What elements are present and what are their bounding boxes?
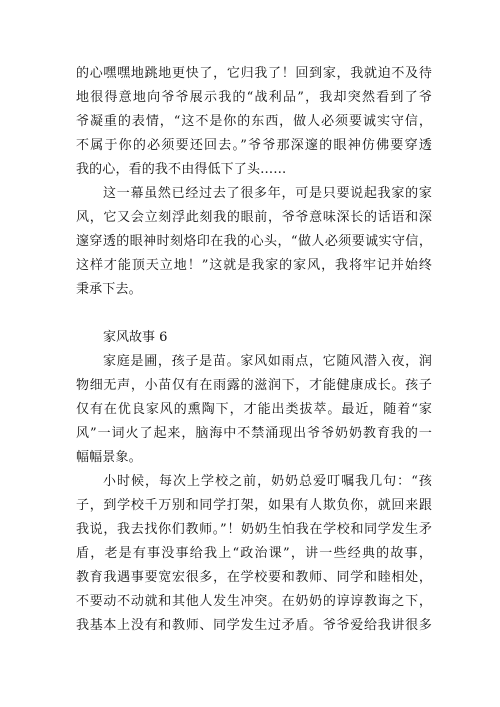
text-line: 子，到学校千万别和同学打架，如果有人欺负你，就回来跟 — [76, 498, 432, 513]
text-line: 地很得意地向爷爷展示我的“战利品”，我却突然看到了爷 — [76, 90, 432, 105]
text-line: 我说，我去找你们教师。”！奶奶生怕我在学校和同学发生矛 — [76, 522, 432, 537]
text-line: 幅幅景象。 — [76, 450, 142, 465]
text-line: 风”一词火了起来，脑海中不禁涌现出爷爷奶奶教育我的一 — [76, 426, 432, 441]
paragraph-first-line: 小时候，每次上学校之前，奶奶总爱叮嘱我几句：“孩 — [103, 474, 432, 489]
text-line: 盾，老是有事没事给我上“政治课”，讲一些经典的故事， — [76, 546, 432, 561]
text-line: 风，它又会立刻浮此刻我的眼前，爷爷意味深长的话语和深 — [76, 210, 432, 225]
text-line: 秉承下去。 — [76, 282, 142, 297]
text-line: 的心嘿嘿地跳地更快了，它归我了！回到家，我就迫不及待 — [76, 66, 432, 81]
text-line: 不属于你的必须要还回去。”爷爷那深邃的眼神仿佛要穿透 — [76, 138, 432, 153]
text-line: 仅有在优良家风的熏陶下，才能出类拔萃。最近，随着“家 — [76, 402, 432, 417]
text-line: 不要动不动就和其他人发生冲突。在奶奶的谆谆教诲之下， — [76, 594, 432, 609]
text-line: 我的心，看的我不由得低下了头…… — [76, 162, 287, 177]
paragraph-first-line: 家庭是圃，孩子是苗。家风如雨点，它随风潜入夜，润 — [103, 354, 432, 369]
section-heading: 家风故事 6 — [103, 330, 168, 345]
text-line: 我基本上没有和教师、同学发生过矛盾。爷爷爱给我讲很多 — [76, 618, 432, 633]
text-line: 这样才能顶天立地！”这就是我家的家风，我将牢记并始终 — [76, 258, 432, 273]
paragraph-first-line: 这一幕虽然已经过去了很多年，可是只要说起我家的家 — [103, 186, 432, 201]
text-line: 爷凝重的表情，“这不是你的东西，做人必须要诚实守信， — [76, 114, 432, 129]
text-line: 教育我遇事要宽宏很多，在学校要和教师、同学和睦相处， — [76, 570, 432, 585]
text-line: 邃穿透的眼神时刻烙印在我的心头，“做人必须要诚实守信， — [76, 234, 432, 249]
text-line: 物细无声，小苗仅有在雨露的滋润下，才能健康成长。孩子 — [76, 378, 432, 393]
